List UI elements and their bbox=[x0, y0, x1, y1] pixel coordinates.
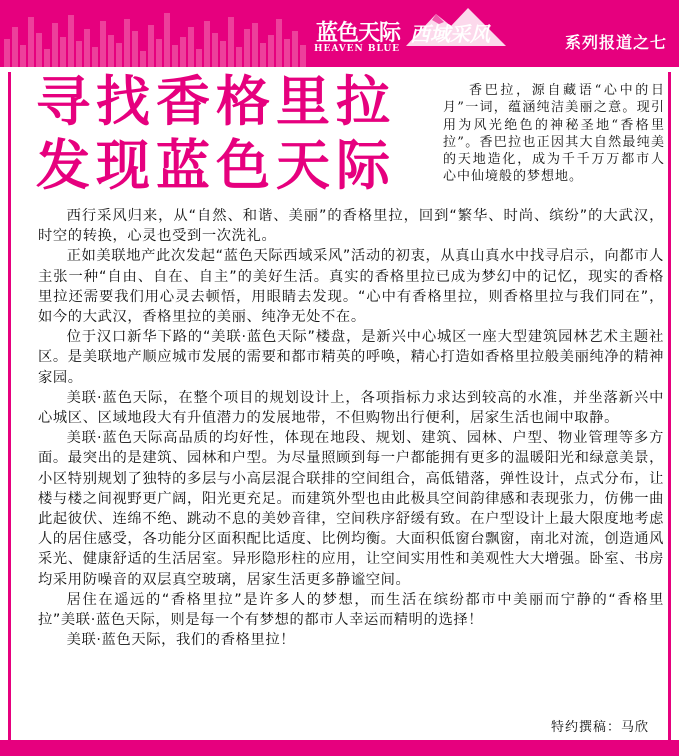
intro-paragraph: 香巴拉，源自藏语“心中的日月”一词，蕴涵纯洁美丽之意。现引用为风光绝色的神秘圣地“香格里拉”。香巴拉也正因其大自然最纯美的天地造化，成为千千万万都市人心中仙境般的梦想地。 bbox=[443, 83, 665, 185]
header-bar-decoration bbox=[12, 27, 18, 67]
body-paragraph: 美联·蓝色天际，在整个项目的规划设计上，各项指标力求达到较高的水准，并坐落新兴中心城区、区域地段大有升值潜力的发展地带，不但购物出行便利，居家生活也闹中取静。 bbox=[38, 389, 664, 427]
header-bar-decoration bbox=[140, 51, 146, 67]
header-bar-decoration bbox=[164, 13, 170, 67]
header-bar-decoration bbox=[44, 49, 50, 67]
header-bar-decoration bbox=[276, 19, 282, 67]
body-paragraph: 美联·蓝色天际，我们的香格里拉！ bbox=[66, 632, 296, 649]
header-bar-decoration bbox=[132, 31, 138, 67]
body-paragraph: 居住在遥远的“香格里拉”是许多人的梦想，而生活在缤纷都市中美丽而宁静的“香格里拉”美联·蓝色天际，则是每一个有梦想的都市人幸运而精明的选择！ bbox=[38, 591, 664, 629]
header-bar-decoration bbox=[28, 17, 34, 67]
header-bar-decoration bbox=[268, 35, 274, 67]
logo-text-cn-2: 西域采风 bbox=[410, 22, 490, 46]
article-body bbox=[38, 206, 664, 650]
body-paragraph: 美联·蓝色天际高品质的均好性，体现在地段、规划、建筑、园林、户型、物业管理等多方面。最突出的是建筑、园林和户型。为尽量照顾到每一户都能拥有更多的温暖阳光和绿意美景，小区特别规划了独特的多层与小高层混合联排的空间组合，高低错落，弹性设计，点式分布，让楼与楼之间视野更广阔，阳光更充足。而建筑外型也由此极具空间韵律感和表现张力，仿佛一曲此起彼伏、连绵不绝、跳动不息的美妙音律，空间秩序舒缓有致。在户型设计上最大限度地考虑人的居住感受，各功能分区面积配比适度、比例均衡。大面积低窗台飘窗，南北对流，创造通风采光、健康舒适的生活居室。异形隐形柱的应用，让空间实用性和美观性大大增强。卧室、书房均采用防噪音的双层真空玻璃，居家生活更多静谧空间。 bbox=[38, 430, 664, 588]
footer-bar bbox=[0, 740, 679, 756]
header-bar-decoration bbox=[244, 29, 250, 67]
body-paragraph: 位于汉口新华下路的“美联·蓝色天际”楼盘，是新兴中心城区一座大型建筑园林艺术主题社区。是美联地产顺应城市发展的需要和都市精英的呼唤，精心打造如香格里拉般美丽纯净的精神家园。 bbox=[38, 329, 664, 386]
header-bar-decoration bbox=[236, 47, 242, 67]
header-bar-decoration bbox=[220, 41, 226, 67]
byline: 特约撰稿：马欣 bbox=[550, 720, 649, 735]
body-paragraph: 西行采风归来，从“自然、和谐、美丽”的香格里拉，回到“繁华、时尚、缤纷”的大武汉，时空的转换，心灵也受到一次洗礼。 bbox=[38, 208, 664, 245]
headline-line-1: 寻找香格里拉 bbox=[36, 70, 396, 133]
logo-text-en: HEAVEN BLUE bbox=[314, 44, 401, 54]
header-bar-decoration bbox=[228, 17, 234, 67]
logo bbox=[306, 6, 506, 62]
header-bar-decoration bbox=[292, 31, 298, 67]
headline-line-2: 发现蓝色天际 bbox=[36, 134, 396, 197]
header-bar-decoration bbox=[252, 23, 258, 67]
header-bar-decoration bbox=[108, 35, 114, 67]
header-banner bbox=[0, 0, 679, 67]
header-bar-decoration bbox=[124, 19, 130, 67]
header-bar-decoration bbox=[212, 33, 218, 67]
header-bar-decoration bbox=[116, 43, 122, 67]
header-bar-decoration bbox=[52, 23, 58, 67]
header-bar-decoration bbox=[188, 27, 194, 67]
header-bar-decoration bbox=[260, 43, 266, 67]
header-bar-decoration bbox=[76, 41, 82, 67]
logo-text-cn: 蓝色天际 bbox=[316, 20, 401, 46]
header-bar-decoration bbox=[180, 37, 186, 67]
header-bar-decoration bbox=[20, 45, 26, 67]
header-bar-decoration bbox=[148, 25, 154, 67]
header-bar-decoration bbox=[60, 37, 66, 67]
header-bar-decoration bbox=[92, 47, 98, 67]
header-bar-decoration bbox=[36, 33, 42, 67]
header-bar-decoration bbox=[196, 49, 202, 67]
series-label: 系列报道之七 bbox=[564, 33, 667, 52]
body-paragraph: 正如美联地产此次发起“蓝色天际西域采风”活动的初衷，从真山真水中找寻启示，向都市人主张一种“自由、自在、自主”的美好生活。真实的香格里拉已成为梦幻中的记忆，现实的香格里拉还需要我们用心灵去顿悟，用眼睛去发现。“心中有香格里拉，则香格里拉与我们同在”，如今的大武汉，香格里拉的美丽、纯净无处不在。 bbox=[38, 248, 664, 326]
header-bar-decoration bbox=[68, 15, 74, 67]
header-bar-decoration bbox=[284, 39, 290, 67]
header-bar-decoration bbox=[100, 21, 106, 67]
header-bar-decoration bbox=[156, 39, 162, 67]
header-bar-decoration bbox=[4, 39, 10, 67]
header-bar-decoration bbox=[84, 29, 90, 67]
header-bar-decoration bbox=[172, 45, 178, 67]
header-bar-decoration bbox=[204, 21, 210, 67]
